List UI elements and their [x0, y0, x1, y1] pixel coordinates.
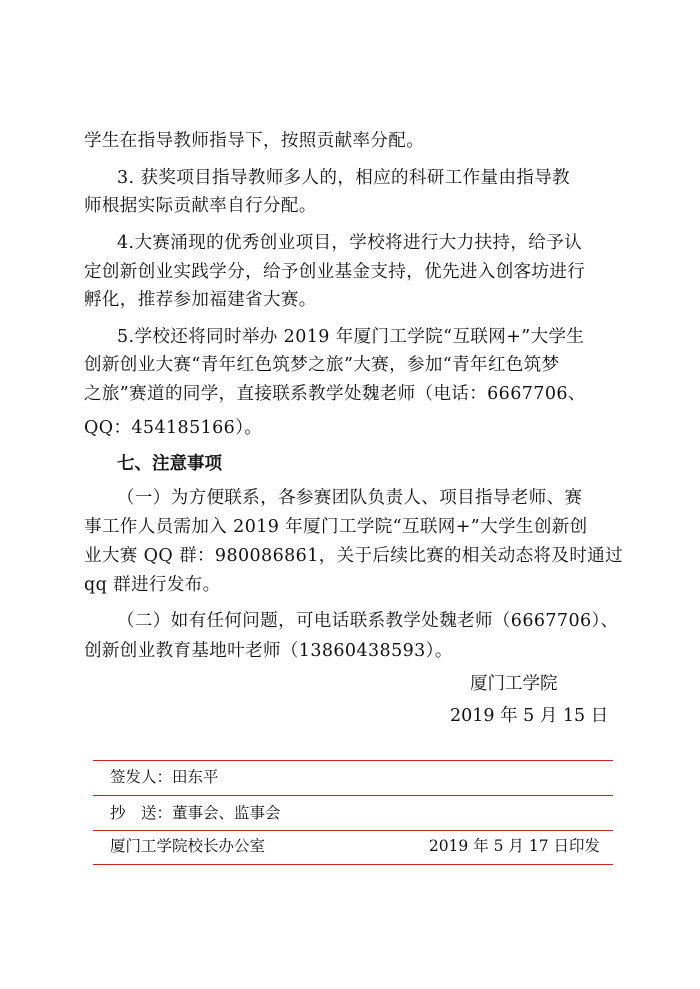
- body-line-7: 5.学校还将同时举办 2019 年厦门工学院“互联网+”大学生: [117, 327, 585, 347]
- section-heading: 七、注意事项: [117, 454, 222, 474]
- body-line-10: QQ：454185166）。: [84, 418, 263, 438]
- issuer-row: [110, 767, 600, 787]
- note-line-4: qq 群进行发布。: [84, 575, 221, 595]
- footer-rule-3: [93, 830, 613, 831]
- print-date: 2019 年 5 月 17 日印发: [428, 837, 600, 855]
- cc-label: 抄 送：: [110, 804, 173, 822]
- cc-value: 董事会、监事会: [172, 804, 281, 822]
- cc-row: [110, 803, 600, 823]
- office-row: [110, 836, 600, 856]
- office-name: 厦门工学院校长办公室: [110, 837, 266, 855]
- issuer-label: 签发人：: [110, 768, 173, 786]
- note-line-1: （一）为方便联系，各参赛团队负责人、项目指导老师、赛: [117, 488, 583, 508]
- note-line-3: 业大赛 QQ 群：980086861，关于后续比赛的相关动态将及时通过: [84, 546, 624, 566]
- note-line-6: 创新创业教育基地叶老师（13860438593）。: [84, 641, 453, 661]
- issuer-name: 田东平: [172, 768, 219, 786]
- signature-date: 2019 年 5 月 15 日: [450, 706, 609, 726]
- body-line-9: 之旅”赛道的同学，直接联系教学处魏老师（电话：6667706、: [84, 384, 586, 404]
- body-line-8: 创新创业大赛“青年红色筑梦之旅”大赛，参加“青年红色筑梦: [84, 355, 560, 375]
- note-line-2: 事工作人员需加入 2019 年厦门工学院“互联网+”大学生创新创: [84, 517, 588, 537]
- footer-rule-top: [93, 760, 613, 761]
- signature-org: 厦门工学院: [470, 674, 558, 694]
- body-line-5: 定创新创业实践学分，给予创业基金支持，优先进入创客坊进行: [84, 262, 586, 282]
- body-line-1: 学生在指导教师指导下，按照贡献率分配。: [84, 131, 425, 151]
- note-line-5: （二）如有任何问题，可电话联系教学处魏老师（6667706）、: [117, 611, 619, 631]
- footer-rule-2: [93, 795, 613, 796]
- body-line-3: 师根据实际贡献率自行分配。: [84, 196, 317, 216]
- body-line-2: 3. 获奖项目指导教师多人的，相应的科研工作量由指导教: [117, 168, 571, 188]
- body-line-4: 4.大赛涌现的优秀创业项目，学校将进行大力扶持，给予认: [117, 233, 582, 253]
- body-line-6: 孵化，推荐参加福建省大赛。: [84, 290, 317, 310]
- footer-rule-bottom: [93, 864, 613, 865]
